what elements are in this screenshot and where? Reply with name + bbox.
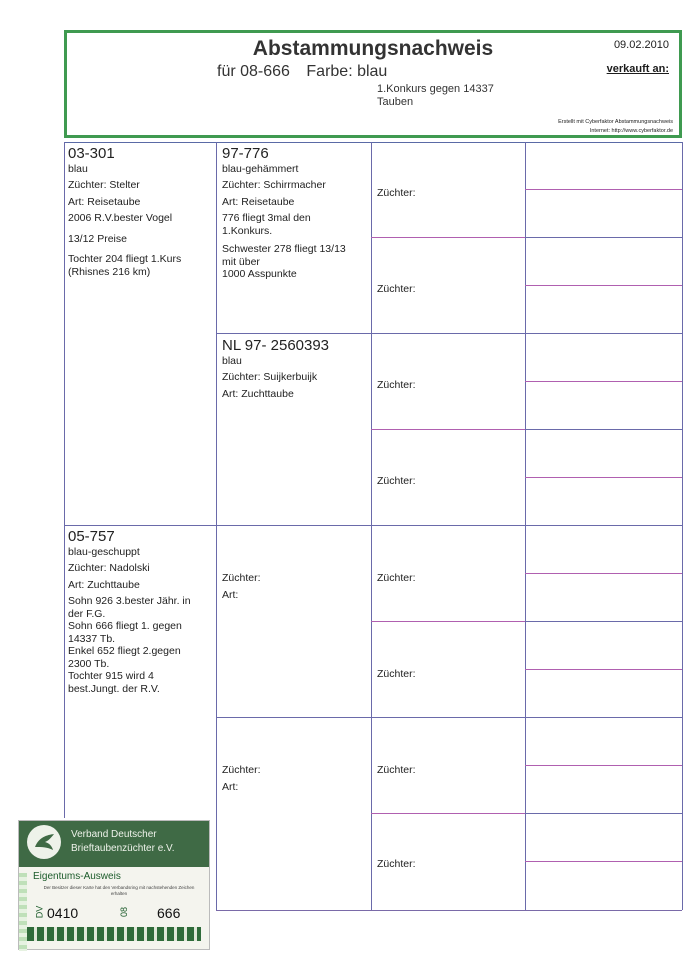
sire-note: 2006 R.V.bester Vogel	[68, 212, 173, 224]
sire-mother-color: blau	[222, 354, 242, 367]
row-sep-col4-11	[525, 669, 682, 670]
row-sep-col4-5	[525, 381, 682, 382]
card-security-strip	[27, 927, 201, 941]
card-fine-print: Der Besitzer dieser Karte hat den Verbandsring mit nachstehenden Zeichen erhalten	[43, 885, 195, 896]
date: 09.02.2010	[613, 39, 669, 51]
sire-code: 03-301	[68, 145, 115, 162]
row-sep-col4-2	[525, 237, 682, 238]
row-sep-col4-6	[525, 429, 682, 430]
dam-note: best.Jungt. der R.V.	[68, 682, 160, 695]
sire-father-note: 1.Konkurs.	[222, 224, 273, 237]
dam-color: blau-geschuppt	[68, 545, 140, 558]
gen3-breeder-label: Züchter:	[377, 858, 416, 870]
row-sep-col4-15	[525, 861, 682, 862]
credit-url: Internet: http://www.cyberfaktor.de	[589, 128, 673, 134]
row-sep-col4-8	[525, 525, 682, 526]
document-title: Abstammungsnachweis	[252, 37, 494, 60]
sire-type: Art: Reisetaube	[68, 195, 141, 208]
sire-note: (Rhisnes 216 km)	[68, 265, 151, 278]
sire-father-note: 776 fliegt 3mal den	[222, 212, 311, 224]
row-sep-col4-7	[525, 477, 682, 478]
row-sep-col3-4	[371, 525, 525, 526]
card-header	[19, 821, 209, 867]
row-sep-col3-6	[371, 717, 525, 718]
subtitle-color: Farbe: blau	[306, 63, 388, 80]
header-note-line1: 1.Konkurs gegen 14337	[377, 83, 494, 95]
gen3-breeder-label: Züchter:	[377, 379, 416, 391]
sire-mother-code: NL 97- 2560393	[222, 337, 330, 354]
sire-cell	[68, 145, 212, 278]
dam-note: Sohn 926 3.bester Jähr. in	[68, 595, 191, 607]
header-note-line2: Tauben	[377, 96, 414, 108]
row-sep-col4-13	[525, 765, 682, 766]
row-sep-col2-c	[216, 717, 371, 718]
grid-bottom	[216, 910, 682, 911]
card-year: 08	[119, 906, 130, 918]
sire-father-note: 1000 Asspunkte	[222, 268, 297, 280]
sold-to-label: verkauft an:	[606, 63, 669, 75]
row-sep-col2-a	[216, 333, 371, 334]
sire-father-color: blau-gehämmert	[222, 162, 299, 175]
gen3-breeder-label: Züchter:	[377, 668, 416, 680]
card-prefix: DV	[34, 905, 45, 919]
sire-father-note: Schwester 278 fliegt 13/13	[222, 243, 346, 255]
sire-mother-type: Art: Zuchttaube	[222, 387, 294, 400]
sire-father-cell	[222, 145, 367, 281]
gen3-breeder-label: Züchter:	[377, 283, 416, 295]
row-sep-col1	[64, 525, 216, 526]
subtitle-ring: für 08-666	[217, 63, 290, 80]
row-sep-col4-1	[525, 189, 682, 190]
row-sep-col4-12	[525, 717, 682, 718]
sire-father-code: 97-776	[222, 145, 269, 162]
col-sep-3	[525, 142, 526, 910]
dam-note: 2300 Tb.	[68, 657, 110, 670]
dam-father-type-label: Art:	[222, 589, 239, 601]
card-org-line1: Verband Deutscher	[71, 829, 157, 840]
dam-breeder: Züchter: Nadolski	[68, 562, 150, 574]
card-title: Eigentums-Ausweis	[33, 871, 121, 882]
dam-father-breeder-label: Züchter:	[222, 572, 261, 584]
dam-mother-breeder-label: Züchter:	[222, 764, 261, 776]
ownership-card	[18, 820, 210, 950]
row-sep-col3-2	[371, 333, 525, 334]
dam-note: der F.G.	[68, 607, 106, 620]
pigeon-logo-icon	[27, 825, 61, 859]
sire-note: 13/12 Preise	[68, 232, 127, 245]
dam-mother-type-label: Art:	[222, 781, 239, 793]
sire-mother-cell	[222, 337, 367, 404]
row-sep-col4-9	[525, 573, 682, 574]
header-note	[377, 83, 527, 109]
row-sep-col4-4	[525, 333, 682, 334]
row-sep-col4-3	[525, 285, 682, 286]
col-sep-1	[216, 142, 217, 910]
credit-line: Erstellt mit Cyberfaktor Abstammungsnachweis	[558, 119, 673, 125]
dam-note: 14337 Tb.	[68, 632, 116, 645]
sire-color: blau	[68, 162, 88, 175]
dam-note: Sohn 666 fliegt 1. gegen	[68, 620, 182, 632]
gen3-breeder-label: Züchter:	[377, 572, 416, 584]
header-box	[64, 30, 682, 138]
sire-father-note: mit über	[222, 255, 260, 268]
gen3-breeder-label: Züchter:	[377, 764, 416, 776]
card-number: 0410	[47, 905, 79, 921]
dam-type: Art: Zuchttaube	[68, 578, 140, 591]
grid-right	[682, 142, 683, 910]
row-sep-col4-10	[525, 621, 682, 622]
row-sep-col3-1	[371, 237, 525, 238]
sire-breeder: Züchter: Stelter	[68, 179, 140, 191]
dam-note: Tochter 915 wird 4	[68, 670, 154, 682]
row-sep-col3-3	[371, 429, 525, 430]
card-org-line2: Brieftaubenzüchter e.V.	[71, 843, 175, 854]
card-pattern-band	[19, 873, 27, 951]
sire-mother-breeder: Züchter: Suijkerbuijk	[222, 371, 318, 383]
row-sep-col3-5	[371, 621, 525, 622]
card-ring-number: 666	[157, 905, 181, 921]
grid-left	[64, 142, 65, 818]
row-sep-col3-7	[371, 813, 525, 814]
sire-note: Tochter 204 fliegt 1.Kurs	[68, 253, 182, 265]
dam-cell	[68, 528, 212, 695]
row-sep-col4-14	[525, 813, 682, 814]
col-sep-2	[371, 142, 372, 910]
dam-code: 05-757	[68, 528, 115, 545]
row-sep-col2-b	[216, 525, 371, 526]
dam-note: Enkel 652 fliegt 2.gegen	[68, 645, 181, 657]
sire-father-type: Art: Reisetaube	[222, 195, 295, 208]
gen3-breeder-label: Züchter:	[377, 475, 416, 487]
grid-top	[64, 142, 682, 143]
subtitle	[217, 63, 399, 81]
sire-father-breeder: Züchter: Schirrmacher	[222, 179, 326, 191]
gen3-breeder-label: Züchter:	[377, 187, 416, 199]
